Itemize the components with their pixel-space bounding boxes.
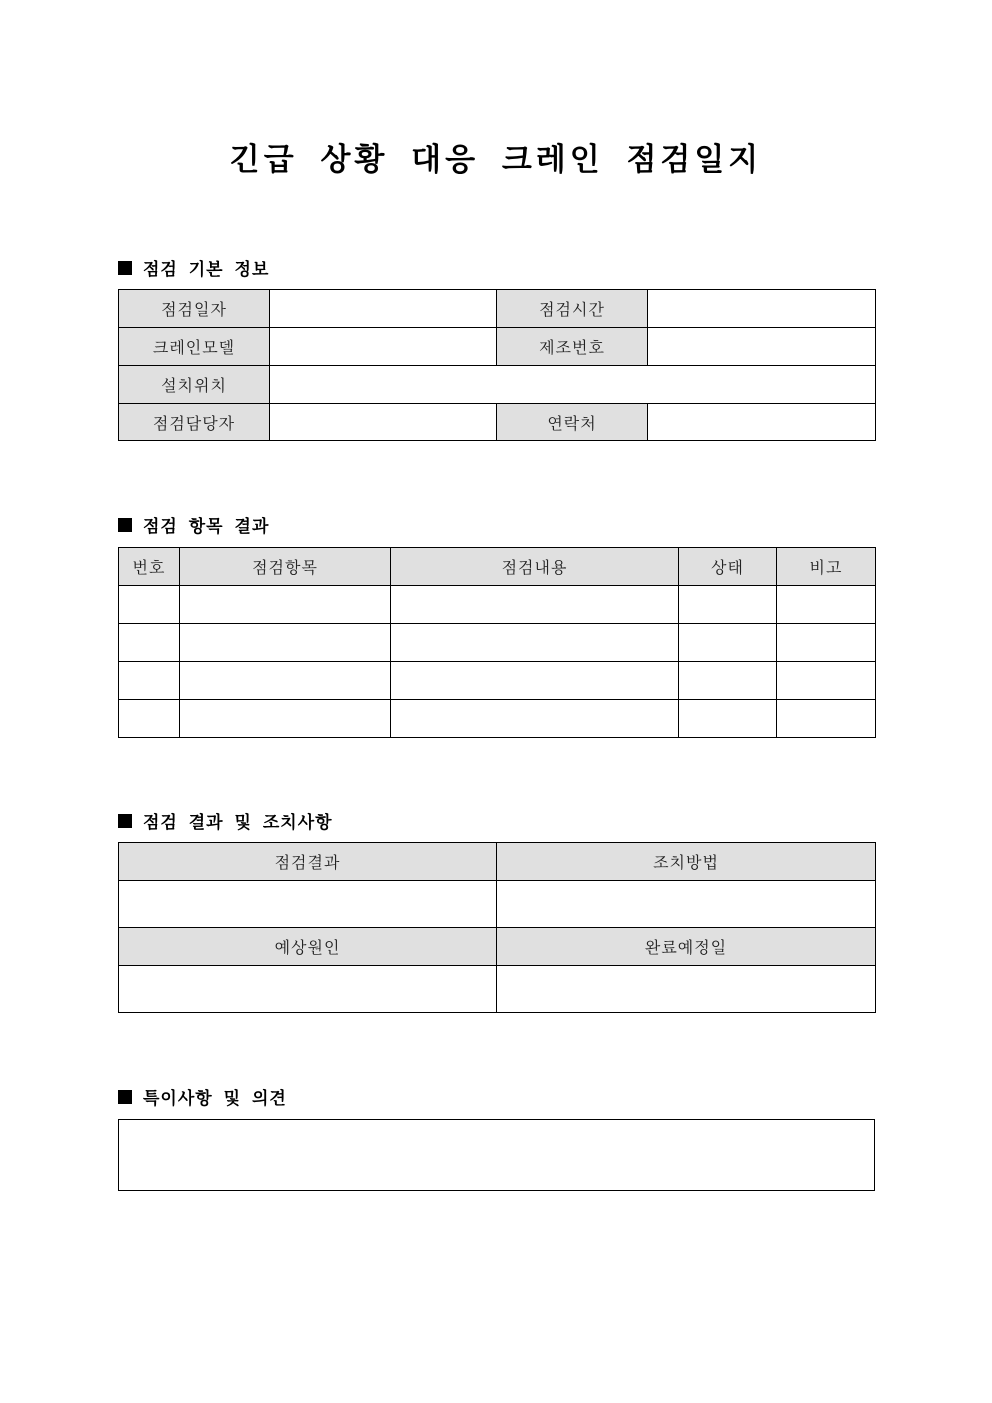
- label-crane-model: 크레인모델: [119, 328, 270, 366]
- section-title: 점검 항목 결과: [143, 517, 270, 537]
- section-title: 특이사항 및 의견: [143, 1089, 287, 1109]
- label-install-location: 설치위치: [119, 366, 270, 404]
- label-expected-cause: 예상원인: [119, 928, 497, 966]
- label-inspector: 점검담당자: [119, 404, 270, 441]
- cell-remarks[interactable]: [777, 624, 876, 662]
- section-heading-remarks: [118, 1084, 287, 1109]
- document-title: 긴급 상황 대응 크레인 점검일지: [229, 142, 763, 178]
- completion-date-field[interactable]: [497, 966, 876, 1013]
- section-title: 점검 기본 정보: [143, 260, 270, 280]
- cell-content[interactable]: [391, 700, 679, 738]
- cell-status[interactable]: [679, 586, 777, 624]
- table-row: [119, 881, 876, 928]
- square-bullet-icon: [118, 261, 132, 275]
- label-completion-date: 완료예정일: [497, 928, 876, 966]
- table-header-row: [119, 928, 876, 966]
- square-bullet-icon: [118, 814, 132, 828]
- label-serial-number: 제조번호: [497, 328, 648, 366]
- column-header-status: 상태: [679, 548, 777, 586]
- contact-field[interactable]: [648, 404, 876, 441]
- table-header-row: [119, 843, 876, 881]
- table-row: [119, 404, 876, 441]
- cell-content[interactable]: [391, 662, 679, 700]
- cell-status[interactable]: [679, 700, 777, 738]
- label-inspection-date: 점검일자: [119, 290, 270, 328]
- inspection-items-table: [118, 547, 876, 738]
- label-inspection-result: 점검결과: [119, 843, 497, 881]
- cell-status[interactable]: [679, 662, 777, 700]
- label-inspection-time: 점검시간: [497, 290, 648, 328]
- column-header-content: 점검내용: [391, 548, 679, 586]
- inspection-result-field[interactable]: [119, 881, 497, 928]
- table-row: [119, 290, 876, 328]
- install-location-field[interactable]: [270, 366, 876, 404]
- label-action-method: 조치방법: [497, 843, 876, 881]
- cell-status[interactable]: [679, 624, 777, 662]
- cell-number[interactable]: [119, 624, 180, 662]
- square-bullet-icon: [118, 518, 132, 532]
- table-row: [119, 328, 876, 366]
- result-action-table: [118, 842, 876, 1013]
- cell-item[interactable]: [180, 624, 391, 662]
- cell-item[interactable]: [180, 662, 391, 700]
- expected-cause-field[interactable]: [119, 966, 497, 1013]
- section-heading-result-action: [118, 808, 333, 833]
- crane-model-field[interactable]: [270, 328, 497, 366]
- inspector-field[interactable]: [270, 404, 497, 441]
- cell-number[interactable]: [119, 662, 180, 700]
- cell-remarks[interactable]: [777, 662, 876, 700]
- table-row: [119, 586, 876, 624]
- cell-remarks[interactable]: [777, 586, 876, 624]
- column-header-remarks: 비고: [777, 548, 876, 586]
- column-header-item: 점검항목: [180, 548, 391, 586]
- table-row: [119, 366, 876, 404]
- inspection-date-field[interactable]: [270, 290, 497, 328]
- cell-remarks[interactable]: [777, 700, 876, 738]
- table-row: [119, 662, 876, 700]
- cell-content[interactable]: [391, 586, 679, 624]
- serial-number-field[interactable]: [648, 328, 876, 366]
- remarks-field[interactable]: [118, 1119, 875, 1191]
- table-row: [119, 624, 876, 662]
- section-title: 점검 결과 및 조치사항: [143, 813, 333, 833]
- basic-info-table: [118, 289, 876, 441]
- section-heading-items: [118, 512, 269, 537]
- cell-item[interactable]: [180, 700, 391, 738]
- action-method-field[interactable]: [497, 881, 876, 928]
- label-contact: 연락처: [497, 404, 648, 441]
- square-bullet-icon: [118, 1090, 132, 1104]
- cell-number[interactable]: [119, 586, 180, 624]
- column-header-number: 번호: [119, 548, 180, 586]
- cell-number[interactable]: [119, 700, 180, 738]
- table-header-row: [119, 548, 876, 586]
- section-heading-basic-info: [118, 255, 269, 280]
- table-row: [119, 966, 876, 1013]
- cell-content[interactable]: [391, 624, 679, 662]
- table-row: [119, 700, 876, 738]
- cell-item[interactable]: [180, 586, 391, 624]
- inspection-time-field[interactable]: [648, 290, 876, 328]
